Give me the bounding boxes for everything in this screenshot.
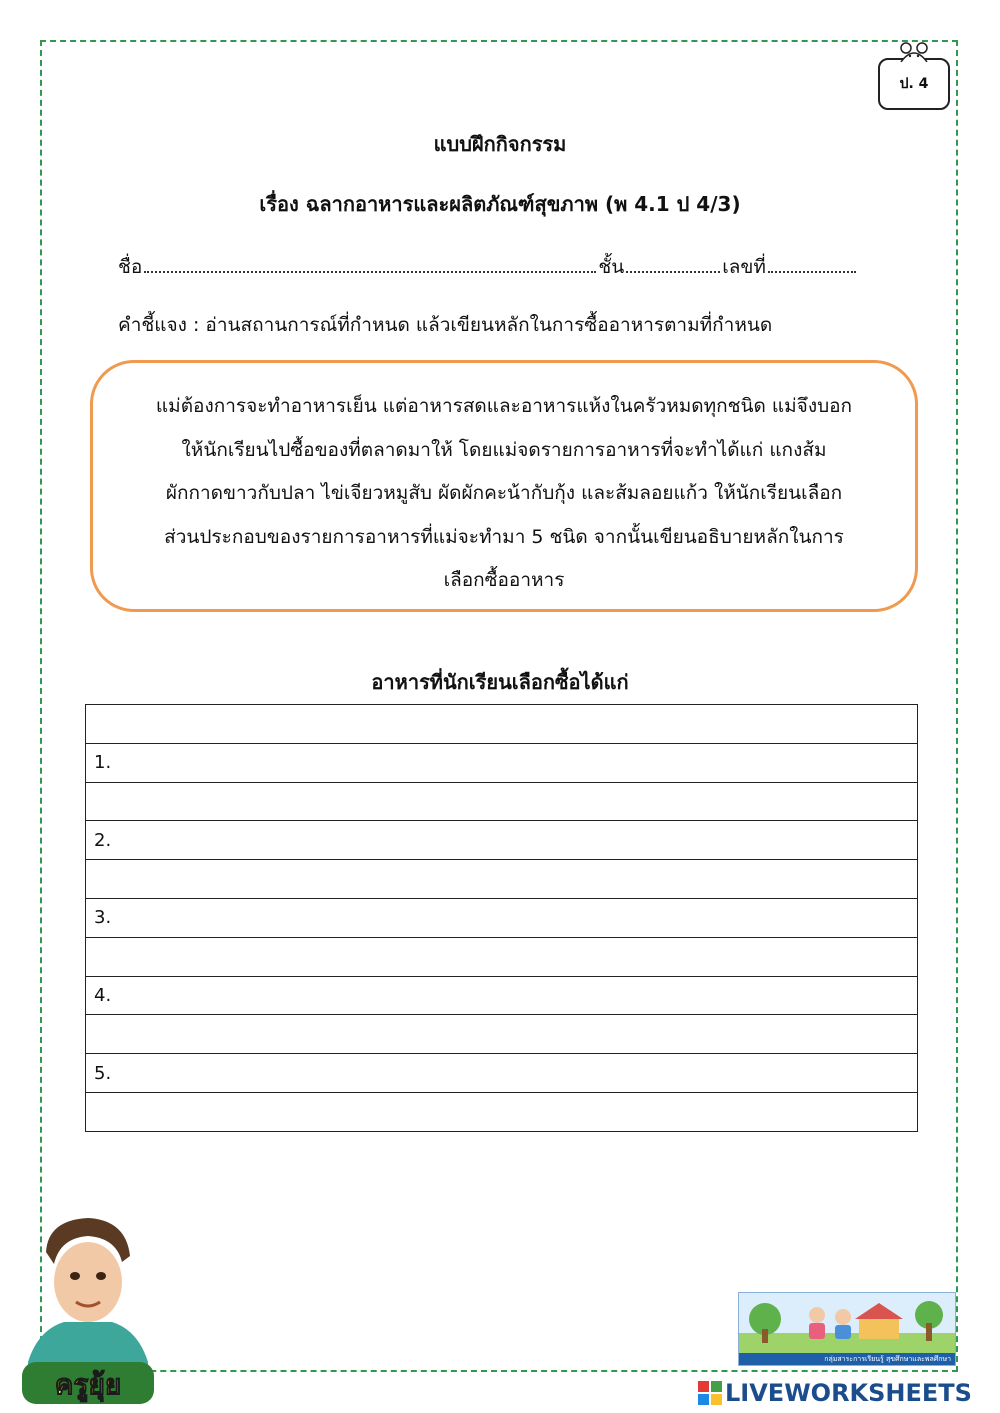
scenario-line: เลือกซื้ออาหาร bbox=[443, 569, 565, 591]
table-row bbox=[86, 937, 918, 976]
scenario-line: ผักกาดขาวกับปลา ไข่เจียวหมูสับ ผัดผักคะน้ากับกุ้ง และส้มลอยแก้ว ให้นักเรียนเลือก bbox=[165, 482, 843, 504]
liveworksheets-logo bbox=[698, 1378, 972, 1408]
answer-cell[interactable]: 3. bbox=[86, 898, 918, 937]
table-row bbox=[86, 821, 918, 860]
table-row bbox=[86, 1015, 918, 1054]
answer-cell[interactable]: 4. bbox=[86, 976, 918, 1015]
table-heading: อาหารที่นักเรียนเลือกซื้อได้แก่ bbox=[371, 670, 629, 694]
answer-cell[interactable] bbox=[86, 705, 918, 744]
class-label: ชั้น bbox=[598, 256, 625, 278]
answer-cell[interactable]: 5. bbox=[86, 1054, 918, 1093]
worksheet-title: แบบฝึกกิจกรรม bbox=[433, 132, 567, 156]
table-row bbox=[86, 976, 918, 1015]
animal-ears-icon bbox=[898, 40, 930, 62]
class-field[interactable] bbox=[626, 270, 720, 273]
answer-cell[interactable] bbox=[86, 782, 918, 821]
watermark-text: LIVEWORKSHEETS bbox=[725, 1379, 972, 1407]
instruction-text: คำชี้แจง : อ่านสถานการณ์ที่กำหนด แล้วเขียนหลักในการซื้ออาหารตามที่กำหนด bbox=[118, 314, 773, 336]
answer-cell[interactable] bbox=[86, 937, 918, 976]
banner-caption: กลุ่มสาระการเรียนรู้ สุขศึกษาและพลศึกษา bbox=[739, 1353, 955, 1365]
scenario-line: ให้นักเรียนไปซื้อของที่ตลาดมาให้ โดยแม่จดรายการอาหารที่จะทำได้แก่ แกงส้ม bbox=[181, 438, 827, 461]
number-label: เลขที่ bbox=[722, 256, 766, 278]
table-row bbox=[86, 1092, 918, 1131]
banner-illustration bbox=[739, 1293, 955, 1353]
answer-cell[interactable]: 1. bbox=[86, 743, 918, 782]
table-row bbox=[86, 898, 918, 937]
answer-cell[interactable] bbox=[86, 1015, 918, 1054]
answer-cell[interactable] bbox=[86, 860, 918, 899]
answer-table bbox=[85, 704, 918, 1132]
scenario-line: ส่วนประกอบของรายการอาหารที่แม่จะทำมา 5 ชนิด จากนั้นเขียนอธิบายหลักในการ bbox=[164, 525, 844, 548]
table-row bbox=[86, 860, 918, 899]
table-row bbox=[86, 782, 918, 821]
live-blocks-icon bbox=[698, 1381, 722, 1405]
grade-tag bbox=[878, 58, 950, 110]
name-field[interactable] bbox=[144, 270, 596, 273]
teacher-avatar bbox=[18, 1212, 158, 1408]
number-field[interactable] bbox=[768, 270, 856, 273]
name-label: ชื่อ bbox=[118, 256, 143, 278]
answer-cell[interactable]: 2. bbox=[86, 821, 918, 860]
answer-cell[interactable] bbox=[86, 1092, 918, 1131]
teacher-logo-text: ครูยุ้ย bbox=[54, 1368, 122, 1401]
scenario-box bbox=[90, 360, 918, 612]
table-row bbox=[86, 705, 918, 744]
scenario-line: แม่ต้องการจะทำอาหารเย็น แต่อาหารสดและอาหารแห้งในครัวหมดทุกชนิด แม่จึงบอก bbox=[155, 395, 853, 417]
school-banner-image bbox=[738, 1292, 956, 1366]
worksheet-subject: เรื่อง ฉลากอาหารและผลิตภัณฑ์สุขภาพ (พ 4.1 ป 4/3) bbox=[259, 192, 741, 216]
table-row bbox=[86, 743, 918, 782]
student-info-line bbox=[118, 252, 878, 282]
table-row bbox=[86, 1054, 918, 1093]
grade-label: ป. 4 bbox=[899, 76, 929, 92]
